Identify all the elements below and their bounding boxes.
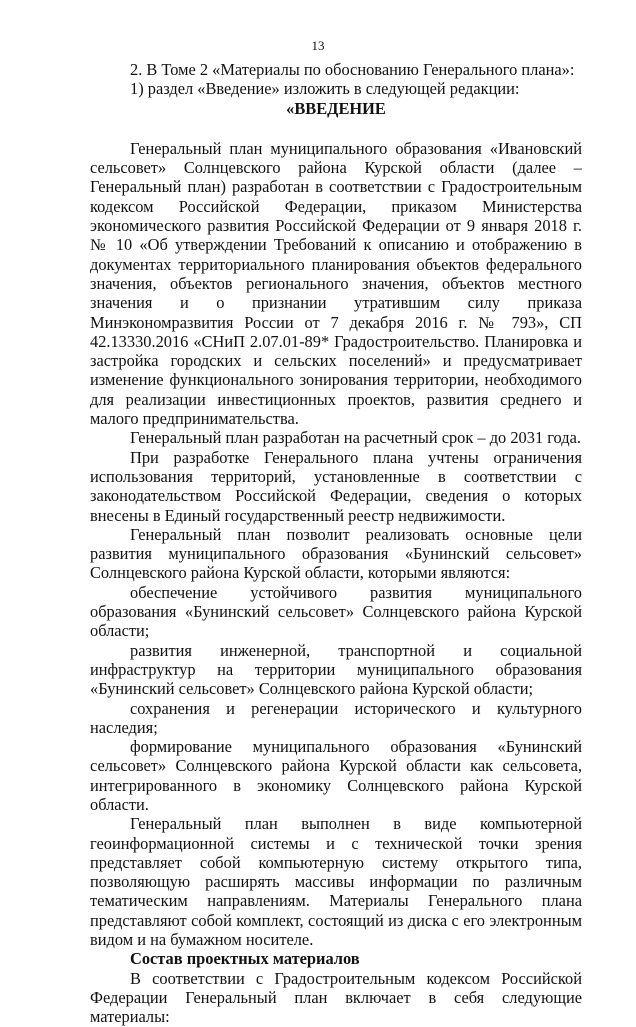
list-item-goal-2: развития инженерной, транспортной и социальной инфраструктур на территории муниципального образования «Бунинский сельсовет» Солнцевского района Курской области; [90, 640, 582, 699]
paragraph-intro: Генеральный план муниципального образования «Ивановский сельсовет» Солнцевского района Курской области (далее – Генеральный план) разработан в соответствии с Градостроительным кодексом Российской Федерации, приказом Министерства экономического развития Российской Федерации от 9 января 2018 г. № 10 «Об утверждении Требований к описанию и отображению в документах территориального планирования объектов федерального значения, объектов регионального значения, объектов местного значения и о признании утратившим силу приказа Минэкономразвития России от 7 декабря 2016 г. № 793», СП 42.13330.2016 «СНиП 2.07.01-89* Градостроительство. Планировка и застройка городских и сельских поселений» и предусматривает изменение функционального зонирования территории, необходимого для реализации инвестиционных проектов, развития среднего и малого предпринимательства. [90, 138, 582, 429]
amendment-line-2: 1) раздел «Введение» изложить в следующей редакции: [130, 79, 520, 99]
list-item-goal-3: сохранения и регенерации исторического и культурного наследия; [90, 698, 582, 737]
paragraph-restrictions: При разработке Генерального плана учтены ограничения использования территорий, установленные в соответствии с законодательством Российской Федерации, сведения о которых внесены в Единый государственный реестр недвижимости. [90, 447, 582, 525]
list-item-goal-4: формирование муниципального образования «Бунинский сельсовет» Солнцевского района Курской области как сельсовета, интегрированного в экономику Солнцевского района Курской области. [90, 737, 582, 814]
paragraph-term: Генеральный план разработан на расчетный срок – до 2031 года. [130, 428, 581, 448]
page-number: 13 [311, 38, 325, 53]
paragraph-materials: В соответствии с Градостроительным кодексом Российской Федерации Генеральный план включает в себя следующие материалы: [90, 968, 582, 1027]
list-item-goal-1: обеспечение устойчивого развития муниципального образования «Бунинский сельсовет» Солнцевского района Курской области; [90, 582, 582, 641]
paragraph-gis: Генеральный план выполнен в виде компьютерной геоинформационной системы и с технической точки зрения представляет собой компьютерную систему открытого типа, позволяющую расширять массивы информации по различным тематическим направлениям. Материалы Генерального плана представляют собой комплект, состоящий из диска с его электронным видом и на бумажном носителе. [90, 814, 582, 950]
document-body [90, 60, 582, 1027]
amendment-line-1: 2. В Томе 2 «Материалы по обоснованию Генерального плана»: [130, 60, 575, 79]
paragraph-goals: Генеральный план позволит реализовать основные цели развития муниципального образования «Бунинский сельсовет» Солнцевского района Курской области, которыми являются: [90, 524, 582, 583]
section-heading: «ВВЕДЕНИЕ [286, 98, 386, 118]
subheading-materials: Состав проектных материалов [130, 949, 360, 969]
